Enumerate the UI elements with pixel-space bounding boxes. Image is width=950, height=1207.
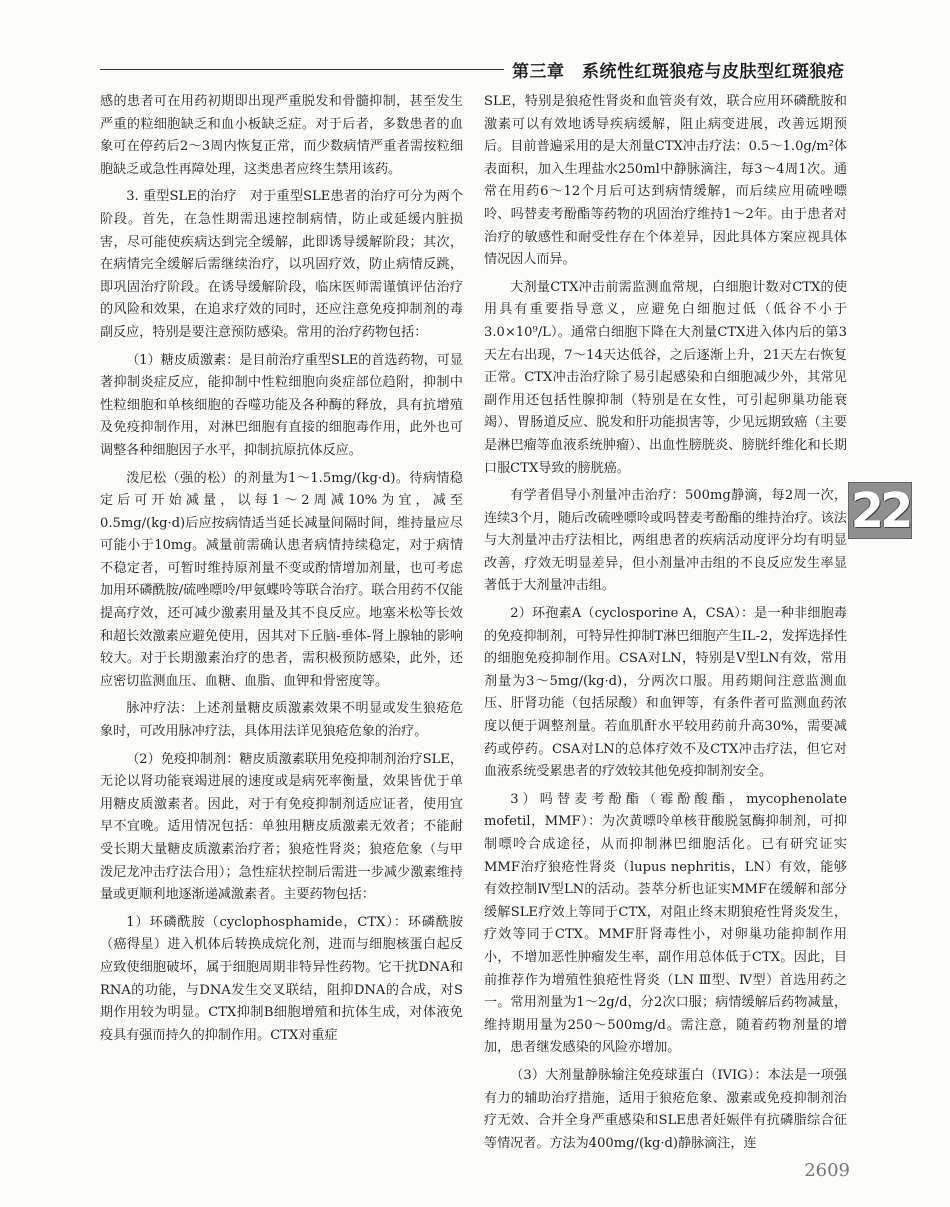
section-heading-paragraph: 3. 重型SLE的治疗 对于重型SLE患者的治疗可分为两个阶段。首先，在急性期需迅速控制病情，防止或延缓内脏损害，尽可能使疾病达到完全缓解，此即诱导缓解阶段；其次，在病情完全缓解后需继续治疗，以巩固疗效，防止病情反跳，即巩固治疗阶段。在诱导缓解阶段，临床医师需谨慎评估治疗的风险和效果，在追求疗效的同时，还应注意免疫抑制剂的毒副反应，特别是要注意预防感染。常用的治疗药物包括： (100, 189, 463, 340)
paragraph: 大剂量CTX冲击前需监测血常规，白细胞计数对CTX的使用具有重要指导意义，应避免白细胞过低（低谷不小于3.0×10⁹/L）。通常白细胞下降在大剂量CTX进入体内后的第3天左右出现，7～14天达低谷，之后逐渐上升，21天左右恢复正常。CTX冲击治疗除了易引起感染和白细胞减少外，其常见副作用还包括性腺抑制（特别是在女性，可引起卵巢功能衰竭）、胃肠道反应、脱发和肝功能损害等，少见远期致癌（主要是淋巴瘤等血液系统肿瘤）、出血性膀胱炎、膀胱纤维化和长期口服CTX导致的膀胱癌。 (484, 279, 847, 476)
chapter-tab-number: 22 (850, 482, 910, 539)
right-column (484, 91, 847, 1155)
header-rule (100, 69, 504, 70)
paragraph: （2）免疫抑制剂：糖皮质激素联用免疫抑制剂治疗SLE，无论以肾功能衰竭进展的速度或是病死率衡量，效果皆优于单用糖皮质激素者。因此，对于有免疫抑制剂适应证者，使用宜早不宜晚。适用情况包括：单独用糖皮质激素无效者；不能耐受长期大量糖皮质激素治疗者；狼疮性肾炎；狼疮危象（与甲泼尼龙冲击疗法合用）；急性症状控制后需进一步减少激素维持量或更顺利地逐渐递减激素者。主要药物包括： (100, 751, 463, 903)
left-column (100, 91, 463, 1047)
paragraph: （1）糖皮质激素：是目前治疗重型SLE的首选药物，可显著抑制炎症反应，能抑制中性粒细胞向炎症部位趋附，抑制中性粒细胞和单核细胞的吞噬功能及各种酶的释放，具有抗增殖及免疫抑制作用，对淋巴细胞有直接的细胞毒作用，此外也可调整各种细胞因子水平，抑制抗原抗体反应。 (100, 352, 463, 458)
paragraph: SLE，特别是狼疮性肾炎和血管炎有效，联合应用环磷酰胺和激素可以有效地诱导疾病缓解，阻止病变进展，改善远期预后。目前普遍采用的是大剂量CTX冲击疗法：0.5～1.0g/m²体表面积，加入生理盐水250ml中静脉滴注，每3～4周1次。通常在用药6～12个月后可达到病情缓解，而后续应用硫唑嘌呤、吗替麦考酚酯等药物的巩固治疗维持1～2年。由于患者对治疗的敏感性和耐受性存在个体差异，因此具体方案应视具体情况因人而异。 (484, 94, 847, 268)
page-number: 2609 (804, 1160, 850, 1181)
paragraph: 1）环磷酰胺（cyclophosphamide，CTX）：环磷酰胺（癌得星）进入机体后转换成烷化剂，进而与细胞核蛋白起反应致使细胞破坏，属于细胞周期非特异性药物。它干扰DNA和RNA的功能，与DNA发生交叉联结，阻抑DNA的合成，对S期作用较为明显。CTX抑制B细胞增殖和抗体生成，对体液免疫具有强而持久的抑制作用。CTX对重症 (100, 914, 463, 1043)
chapter-title: 第三章 系统性红斑狼疮与皮肤型红斑狼疮 (512, 62, 845, 82)
paragraph: 脉冲疗法：上述剂量糖皮质激素效果不明显或发生狼疮危象时，可改用脉冲疗法，具体用法详见狼疮危象的治疗。 (100, 701, 463, 740)
paragraph: 3）吗替麦考酚酯（霉酚酸酯，mycophenolate mofetil，MMF）：为次黄嘌呤单核苷酸脱氢酶抑制剂，可抑制嘌呤合成途径，从而抑制淋巴细胞活化。已有研究证实MMF治疗狼疮性肾炎（lupus nephritis，LN）有效，能够有效控制Ⅳ型LN的活动。荟萃分析也证实MMF在缓解和部分缓解SLE疗效上等同于CTX，对阻止终末期狼疮性肾炎发生，疗效等同于CTX。MMF肝肾毒性小，对卵巢功能抑制作用小，不增加恶性肿瘤发生率，副作用总体低于CTX。因此，目前推荐作为增殖性狼疮性肾炎（LN Ⅲ型、Ⅳ型）首选用药之一。常用剂量为1～2g/d，分2次口服；病情缓解后药物减量，维持期用量为250～500mg/d。需注意，随着药物剂量的增加，患者继发感染的风险亦增加。 (484, 791, 847, 1056)
paragraph: 感的患者可在用药初期即出现严重脱发和骨髓抑制，甚至发生严重的粒细胞缺乏和血小板缺乏症。对于后者，多数患者的血象可在停药后2～3周内恢复正常，而少数病情严重者需按粒细胞缺乏或急性再障处理，这类患者应终生禁用该药。 (100, 94, 463, 177)
paragraph: 泼尼松（强的松）的剂量为1～1.5mg/(kg·d)。待病情稳定后可开始减量，以每1～2周减10%为宜，减至0.5mg/(kg·d)后应按病情适当延长减量间隔时间，维持量应尽可能小于10mg。减量前需确认患者病情持续稳定，对于病情不稳定者，可暂时维持原剂量不变或酌情增加剂量，也可考虑加用环磷酰胺/硫唑嘌呤/甲氨蝶呤等联合治疗。联合用药不仅能提高疗效，还可减少激素用量及其不良反应。地塞米松等长效和超长效激素应避免使用，因其对下丘脑-垂体-肾上腺轴的影响较大。对于长期激素治疗的患者，需积极预防感染，此外，还应密切监测血压、血糖、血脂、血钾和骨密度等。 (100, 470, 463, 689)
paragraph: （3）大剂量静脉输注免疫球蛋白（IVIG）：本法是一项强有力的辅助治疗措施，适用于狼疮危象、激素或免疫抑制剂治疗无效、合并全身严重感染和SLE患者妊娠伴有抗磷脂综合征等情况者。方法为400mg/(kg·d)静脉滴注，连 (484, 1067, 847, 1151)
chapter-tab (848, 482, 912, 539)
paragraph: 2）环孢素A（cyclosporine A，CSA）：是一种非细胞毒的免疫抑制剂，可特异性抑制T淋巴细胞产生IL-2，发挥选择性的细胞免疫抑制作用。CSA对LN，特别是Ⅴ型LN有效，常用剂量为3～5mg/(kg·d)，分两次口服。用药期间注意监测血压、肝肾功能（包括尿酸）和血钾等，有条件者可监测血药浓度以便于调整剂量。若血肌酐水平较用药前升高30%，需要减药或停药。CSA对LN的总体疗效不及CTX冲击疗法，但它对血液系统受累患者的疗效较其他免疫抑制剂安全。 (484, 606, 847, 780)
paragraph: 有学者倡导小剂量冲击治疗：500mg静滴，每2周一次，连续3个月，随后改硫唑嘌呤或吗替麦考酚酯的维持治疗。该法与大剂量冲击疗法相比，两组患者的疾病活动度评分均有明显改善，疗效无明显差异，但小剂量冲击组的不良反应发生率显著低于大剂量冲击组。 (484, 488, 847, 594)
